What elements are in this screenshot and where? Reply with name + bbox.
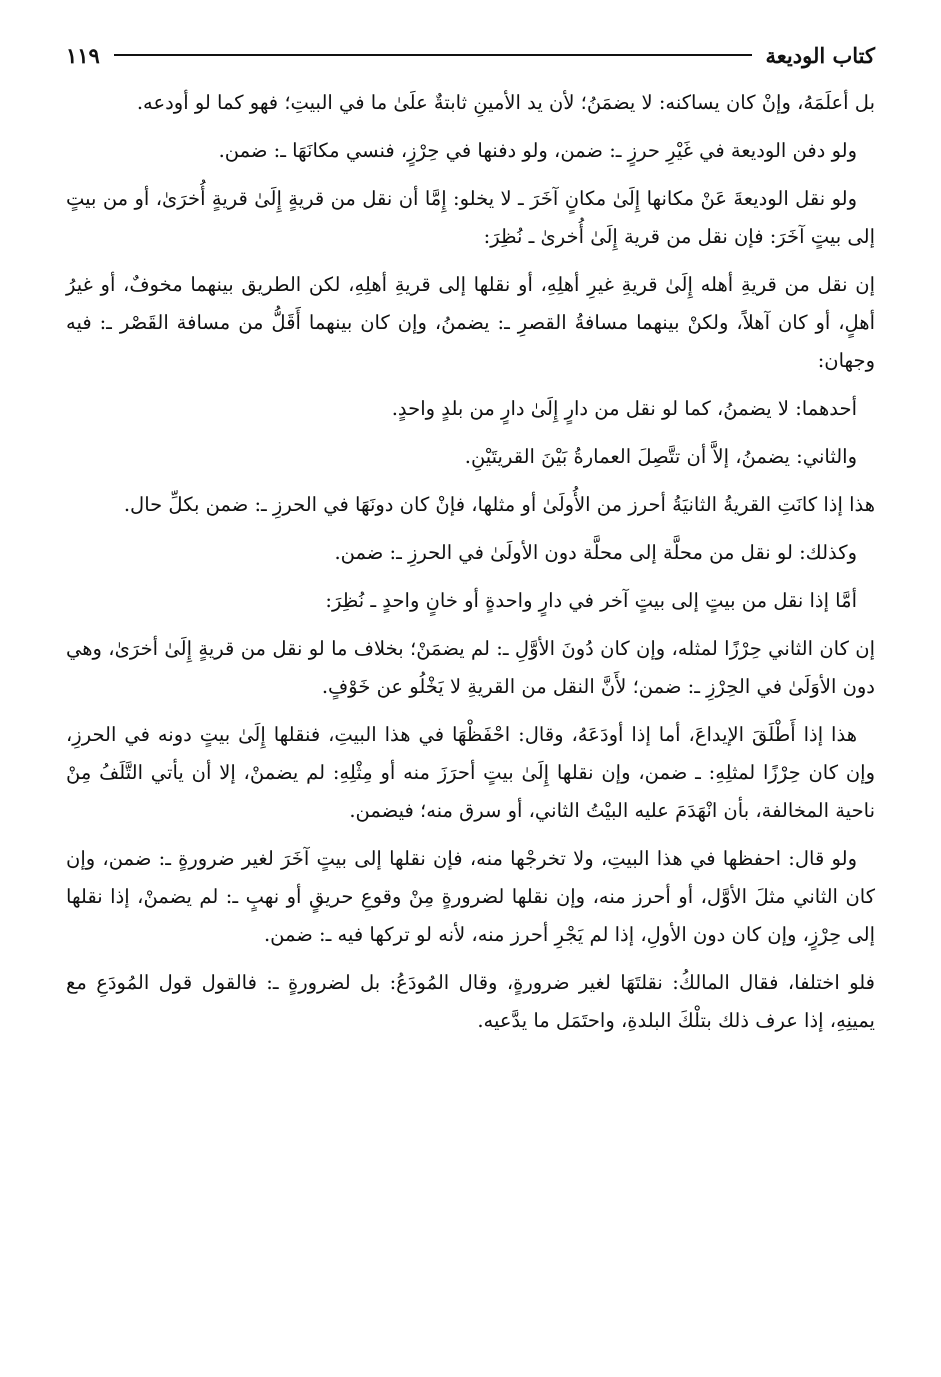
header-rule — [114, 54, 752, 56]
paragraph: أحدهما: لا يضمنُ، كما لو نقل من دارٍ إِلَىٰ دارٍ من بلدٍ واحدٍ. — [391, 397, 857, 420]
paragraph: ولو قال: احفظها في هذا البيتِ، ولا تخرجْها منه، فإن نقلها إلى بيتٍ آخَرَ لغير ضرورةٍ ـ: ضمن، وإن كان الثاني مثلَ الأوَّل، أو أحرز منه، وإن نقلها لضرورةٍ مِنْ وقوعِ حريقٍ أو نهبٍ ـ: لم يضمنْ، إذا نقلها إلى حِرْزٍ، وإن كان دون الأولِ، إذا لم يَجْرِ أحرز منه، لأنه لو تركها فيه ـ: ضمن. — [66, 847, 875, 946]
book-title: كتاب الوديعة — [765, 42, 875, 68]
page-number: ١١٩ — [66, 42, 100, 68]
paragraph: إن نقل من قريةِ أهله إِلَىٰ قريةِ غيرِ أهلِهِ، أو نقلها إلى قريةِ أهلِهِ، لكن الطريق بينهما مخوفٌ، أو غيرُ أهلٍ، أو كان آهلاً، ولكنْ بينهما مسافةُ القصرِ ـ: يضمنُ، وإن كان بينهما أَقَلُّ من مسافة القَصْر ـ: فيه وجهان: — [66, 273, 875, 372]
paragraph: بل أعلَمَهُ، وإنْ كان يساكنه: لا يضمَنُ؛ لأن يد الأمينِ ثابتةٌ علَىٰ ما في البيتِ؛ فهو كما لو أودعه. — [136, 91, 875, 114]
running-header — [66, 40, 875, 70]
paragraph: هذا إذا أَطْلَقَ الإيداعَ، أما إذا أودَعَهُ، وقال: احْفَظْهَا في هذا البيتِ، فنقلها إِلَىٰ بيتٍ دونه في الحرزِ، وإن كان حِرْزًا لمثلِهِ: ـ ضمن، وإن نقلها إِلَىٰ بيتٍ أحرَزَ منه أو مِثْلِهِ: لم يضمنْ، إلا أن يأتي التَّلَفُ مِنْ ناحية المخالفة، بأن انْهَدَمَ عليه البيْتُ الثاني، أو سرق منه؛ فيضمن. — [66, 723, 875, 822]
paragraph: أمَّا إذا نقل من بيتٍ إلى بيتٍ آخر في دارٍ واحدةٍ أو خانٍ واحدٍ ـ نُظِرَ: — [325, 589, 857, 612]
paragraph: فلو اختلفا، فقال المالكُ: نقلتَهَا لغير ضرورةٍ، وقال المُودَعُ: بل لضرورةٍ ـ: فالقول قول المُودَعِ مع يمينِهِ، إذا عرف ذلك بتلْكَ البلدةِ، واحتَمَل ما يدَّعيه. — [66, 971, 875, 1032]
text-body — [66, 84, 875, 1040]
paragraph: ولو دفن الوديعة في غَيْرِ حرزٍ ـ: ضمن، ولو دفنها في حِرْزٍ، فنسي مكانَهَا ـ: ضمن. — [218, 139, 857, 162]
paragraph: إن كان الثاني حِرْزًا لمثله، وإن كان دُونَ الأوَّلِ ـ: لم يضمَنْ؛ بخلاف ما لو نقل من قريةٍ إِلَىٰ أخرَىٰ، وهي دون الأوَلَىٰ في الحِرْزِ ـ: ضمن؛ لأَنَّ النقل من القريةِ لا يَخْلُو عن خَوْفٍ. — [66, 637, 875, 698]
paragraph: ولو نقل الوديعةَ عَنْ مكانها إِلَىٰ مكانٍ آخَرَ ـ لا يخلو: إِمَّا أن نقل من قريةٍ إِلَىٰ قريةٍ أُخرَىٰ، أو من بيتٍ إلى بيتٍ آخَرَ: فإن نقل من قرية إِلَىٰ أُخرىٰ ـ نُظِرَ: — [66, 187, 875, 248]
paragraph: هذا إذا كانَتِ القريةُ الثانيَةُ أحرز من الأُولَىٰ أو مثلها، فإنْ كان دونَهَا في الحرزِ ـ: ضمن بكلِّ حال. — [123, 493, 875, 516]
paragraph: وكذلك: لو نقل من محلَّة إلى محلَّة دون الأولَىٰ في الحرزِ ـ: ضمن. — [334, 541, 857, 564]
paragraph: والثاني: يضمنُ، إلاَّ أن تتَّصِلَ العمارةُ بَيْنَ القريتَيْنِ. — [464, 445, 857, 468]
